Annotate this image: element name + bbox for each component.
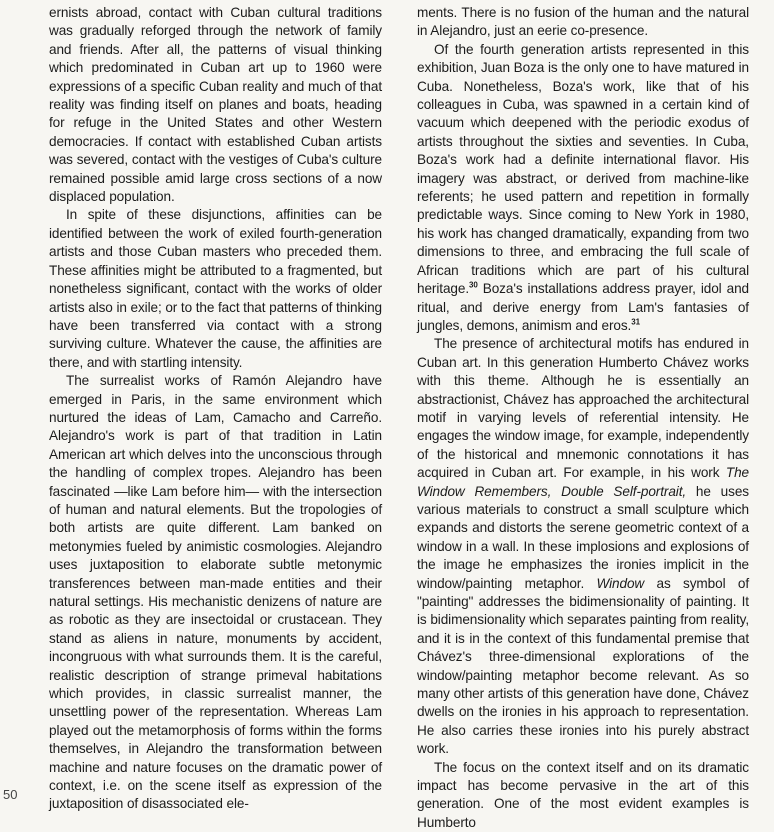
footnote-marker: 30 — [469, 280, 478, 290]
paragraph-text: Boza's installations address prayer, idol and ritual, and derive energy from Lam's fantasies of jungles, demons, animism and eros. — [417, 281, 749, 333]
paragraph-text: The presence of architectural motifs has endured in Cuban art. In this generation Humberto Chávez works with this theme. Although he is essentially an abstractionist, Chávez has approached the architectural motif in varying levels of referential intensity. He engages the window image, for example, independently of the historical and mnemonic connotations it has acquired in Cuban art. For example, in his work — [417, 336, 749, 481]
paragraph-text: he uses various materials to construct a small sculpture which expands and distorts the serene geometric context of a window in a wall. In these implosions and explosions of the image he emphasizes the ironies implicit in the window/painting metaphor. — [417, 483, 749, 591]
paragraph — [417, 41, 749, 336]
paragraph: ments. There is no fusion of the human and the natural in Alejandro, just an eerie co-presence. — [417, 5, 749, 39]
paragraph-text: Of the fourth generation artists represented in this exhibition, Juan Boza is the only one to have matured in Cuba. Nonetheless, Boza's work, like that of his colleagues in Cuba, was spawned in a certain kind of vacuum which deepened with the periodic exodus of artists throughout the sixties and seventies. In Cuba, Boza's work had a definite international flavor. His imagery was abstract, or derived from machine-like referents; he used pattern and repetition in formally predictable ways. Since coming to New York in 1980, his work has changed dramatically, expanding from two dimensions to three, and embracing the full scale of African traditions which are part of his cultural heritage. — [417, 41, 749, 297]
paragraph: In spite of these disjunctions, affinities can be identified between the work of exiled fourth-generation artists and those Cuban masters who preceded them. These affinities might be attributed to a fragmented, but nonetheless significant, contact with the works of older artists also in exile; or to the fact that patterns of thinking have been transferred via contact with a strong surviving culture. Whatever the cause, the affinities are there, and with startling intensity. — [49, 207, 382, 370]
paragraph: The surrealist works of Ramón Alejandro have emerged in Paris, in the same environment which nurtured the ideas of Lam, Camacho and Carreño. Alejandro's work is part of that tradition in Latin American art which delves into the unconscious through the handling of complex tropes. Alejandro has been fascinated —like Lam before him— with the intersection of human and natural elements. But the tropologies of both artists are quite different. Lam banked on metonymies fueled by animistic cosmologies. Alejandro uses juxtaposition to elaborate subtle metonymic transferences between man-made entities and their natural settings. His mechanistic denizens of nature are as robotic as they are insectoidal or crustacean. They stand as aliens in nature, monuments by accident, incongruous with what surrounds them. It is the careful, realistic description of strange primeval habitations which provides, in classic surrealist manner, the unsettling power of the representation. Whereas Lam played out the metamorphosis of forms within the forms themselves, in Alejandro the transformation between machine and nature focuses on the dramatic power of context, i.e. on the scene itself as expression of the juxtaposition of disassociated ele- — [49, 373, 382, 812]
left-column — [49, 4, 382, 814]
paragraph: The focus on the context itself and on its dramatic impact has become pervasive in the art of this generation. One of the most evident examples is Humberto — [417, 759, 749, 830]
paragraph: ernists abroad, contact with Cuban cultural traditions was gradually reforged through the network of family and friends. After all, the patterns of visual thinking which predominated in Cuban art up to 1960 were expressions of a specific Cuban reality and much of that reality was finding itself on planes and boats, heading for refuge in the United States and other Western democracies. If contact with established Cuban artists was severed, contact with the vestiges of Cuba's culture remained possible amid large cross sections of a now displaced population. — [49, 5, 382, 205]
footnote-marker: 31 — [631, 317, 640, 327]
paragraph-text: as symbol of "painting" addresses the bidimensionality of painting. It is bidimensionality which separates painting from reality, and it is in the context of this fundamental premise that Chávez's three-dimensional explorations of the window/painting metaphor become relevant. As so many other artists of this generation have done, Chávez dwells on the ironies in his approach to representation. He also carries these ironies into his purely abstract work. — [417, 575, 749, 757]
artwork-title: The Window Remembers, Double Self-portrait, — [417, 465, 749, 499]
paragraph — [417, 335, 749, 758]
italic-term: Window — [596, 575, 645, 591]
page-number: 50 — [3, 787, 18, 802]
right-column — [417, 4, 749, 832]
